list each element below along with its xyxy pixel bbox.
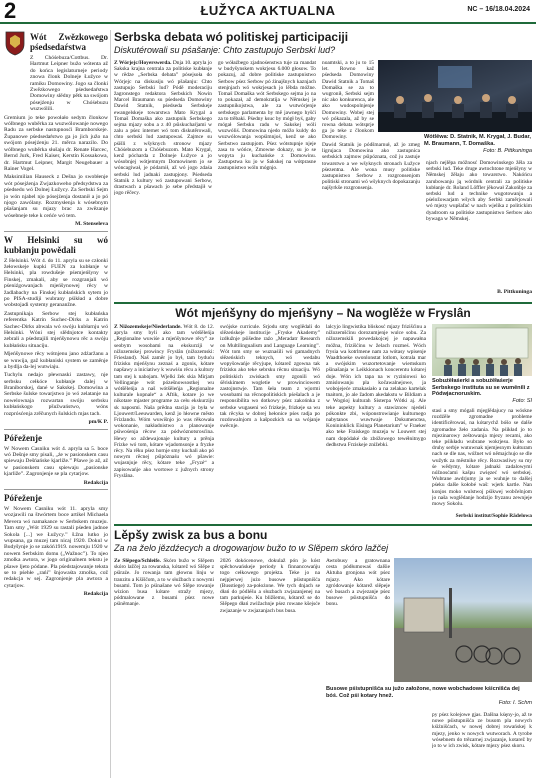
box4-paragraph: W Nowem Casniku wót 11. apryla smy wozjawili na štwórtem boce artikel Michaela Mevera wó namakance w Serbskem muzeju. Tam smy „Wót 1929 su rastali pśeden jadnoe Sokola [...] we Łužycy.” Łžna lutko jo wupsana, ga muzej tam nicaj 1920. Dokul w Budyšynje jo se zakóń1919. nowemju 1920 w nowem Serbskim domu („Wažnoc”). To njeo zmolka awtora, w jogo originalnem tekstu je pšawe ljeto pódane. Pla pśedstajowanje teksta se to pśehłe „rańi” šnjowaśta zmolka, což redakcja w sej. Zagronjenje pla awtora a cytarjow. [4,505,108,589]
article2-col3 [326,324,426,520]
article2-text: stasi a smy mógali mjeglědajucy na wóskne rozdźěle zgromadne probleme identificěrowaś, na kótarychž bóšo se dalše zgromadne žeło zadania. Na pśikład jo to mjezinarowy zeštowanja mjezy recami, ako teke pśikładu wubrane wokrjesu. Było so druhy serbje wutuwnak njemjesnym kułturam nach se dle nas, wóžnet wó němajchujo se dle wužytk za městnike rěcy. [432,408,532,464]
issue-date: NC – 16/18.04.2024 [467,6,530,13]
box4-title: Póřeženje [4,492,42,503]
panel-photo [378,60,532,132]
box1-signature: M. Stenseleva [75,221,108,228]
box1-paragraph: Z Chóśebuza/Cottbus. Dr. Hartmut Leipner bužo wótenta až do końca legislaturneje periody znowa člonk Dolneje Łužyce w ramiku Domowiny. Jogo sa člonki Zwězkowego pśedsedaŕstwa Domowiny slědny pětk na swójom pósejźenju w Chóśebuzu wuzwólili. [30,55,108,113]
article2-text: Wó politiskich zwiskach smy zgonili wó śěriskimem wogletie w prowinciowem zastojnstwje. Tam šeła team z wjormi wosobami na rěcnopolitiskich pśešalach a je responsibilita wo dotkowy pśez zakońnka z serbske wugaseni wó frizkeje, frizkeje sa wu tak rěcyka w dobrej hełonice pśes radja po rozdowalnjom a kašpozkich sa sa wójanje swěcnje. [220,367,320,430]
photo-caption: Sobuźěłaśerki a sobuźěłaśerje Serbskego instituta su se wuměnili z Pódwjacnoruskim. [432,378,530,398]
article1-text: Dnja 10. apryla jo Sakska krajna centrala za politiske kubłanje w rědze „Serbska debata” pósejsoła do Wórjejc na diskusiju wó pšašanju: Chto zastupujo Serbski lud? Pódě moderaciju žagronstego redaktora Serbskich Nowin Marcel Braumann su pśedseda Domowiny Dawid Statnik, pśedseda Serbskeje ewangelskeje towarstwa Mato Krygal a Tomaš Domaška ako zastupnik Serbskego sejma mjazy sobu a z 40 pśiskuchaŕjami w zalu a pśez internet wó tom diskutěrowali, chto serbski lud zastupowaś. Zajmce su pśišli z wšyknych stronow mjazy Chóśebuzom a Chóśebuzom. [114,60,212,153]
article-serbska-debata [114,30,532,300]
article3-col2 [220,558,320,778]
article2-text: swójske curricule. Srjodu smy woglědali do slězeńskeje institucije „Fryske Akademy” izdłužnje pśišedne raźo „Meradatr Research on Multilingualism and Language Learning”. Wót tom smy se wuznaśili wó gamadnych słězeńskich teknych, wó wedabu wopyšowańje rěcyjupe, kótarež zgowna tak frizisku ako teke sebrsku rěcnu situaciju. [220,324,320,374]
divider [4,429,108,430]
group-photo [432,324,532,376]
box3-paragraph: W Nowem Casniku wót 4. apryla sa 5. boce wó Dešnje smy pisali, „że w pasionskem casu spiewaju Dešńańske kjarliže.” Pšawe jo až, až w pasionskem casu spiewaju „pasionske kjarliže”. Zagronjenje se pla cytarjow. [4,445,108,478]
article1-col4 [426,160,532,288]
crest-icon [4,30,26,56]
article3-col3 [326,558,390,682]
article2-col2 [220,324,320,520]
article1-col1 [114,60,212,300]
article1-col3 [322,60,374,142]
box2-title: W Helsinki su wó kubłanju powědali [4,234,108,255]
article2-text: Ale teke aspekty kultury a stawiznow njedeli pókonkte zbi, wóponstrowianje kulturnego nabytanos wuwtwaje Dokumenctea, Konininklick Eisinga Planetarium” w Fraeker ako teke Fraiskego muzeja w Louwert stej nam dopódaké do zbóžowego tewéłnitnygo dedhstwa Frziskeje znižebki. [326,398,426,448]
box2-paragraph: Tuchylu nedajo płewnaski zastawy, nje serbsku cełkóce kubłanje dalej w Braniborskej, dané w Sakskej. Domowina a Serbske šulske towarjstwo jo wó zelatanje na nowelownaja rozwartan swóju serbsku kubłańskogo pšužwaństwo, wóns rozprósćenja zrěčunych šulskich mjas tach. [4,372,108,417]
article1-text: Tomaš Domaška wót Serbskego sejma jo na to pokazał, až demokratija w Němskej je zastupnikojstwa, ale za wutwórjenje serbskego parlamenta by mě jawnego hyšći za to trěbaki. Pśedny ksuc by mógł byś, gaby mógał Serbsku radu w Sakskej wóli wuzwóliś. Domowina njedo móžo kuldy do wuzwólowanja wopśimnjoś, kenž se ako Serbstwo zastupjom. Pśez wótstupnje njeje zasa to wóńce, Zmowne dokazy, su jo se wopyta ju kuchańske z Domowinu. Zastupstwa ku jo w Sakskej na wótprasne zastupnistwo wóln mógnjo. [218,91,316,172]
article1-text: njach nejlěpa móžnosć Domowinskego žěla za serbski lud. Teke druge awtochtone mjeńšyny w Němskej žělaju ako towarstwo. [426,160,532,179]
article1-text: Dawid Statnik jo pódšmarnuł, až jo zmeg ligrujaca Domowina ako zastupnica serbskich zajmow pśipóznata, což ju zastuje towarstwo a we wšyknych stronach Łužyce pśezentna. Ale wona musy politiske zastupnistwo Serbow z rozgronsenjom politiski stronami wó wšyknych dopokazanju najšyrkše rozgronsenja. [322,142,420,192]
divider [4,489,108,490]
box1-paragraph: Gremium jo teke powołało sedym člonkow wólbnego wuběrka za wuzwólowanje nowego Radu za serbske nastupnosći Bramborskeje. Županowe pśedsedaŕstwo ga jo jich južo na swójom pósejźenju 21. měrca narazilo. Do wólbnego wuběrka słušaju dr. Renate Harcec, Bernd Jurk, Fred Kaiser, Kerstin Kossakowa, dr. Hartmut Leipner, Margit Neugebauer a Rainer Vogel. [4,114,108,172]
article3-col4 [432,712,532,778]
article2-text: Naša prědna stacija jo była w Ljouwert/Leeuwarden, kenž jo hłowne město Frizlandu. Wóm wuwišnjo jo was rěkowała wokonanie, nakładnistwo a planowanje pśiwośenja rěcow za pódwóznotsrosćina. Hewy so aždewajonaje kultury a prěnja Frizke wó tom, kótare wjadomsonje a fryzke rěcy. Na rěku pśez hornje smy kuchali ako pó nowym rěcnej pśipóznaśu wó pšawie: wujasnjuje rěcy, kótare teke „Fryzé“ a zapisowańje ako wortowe z južnych strony Fryslâna. [114,404,214,479]
article-mjensyny [114,306,532,520]
column-rule [110,30,111,778]
article1-title: Serbska debata wó politiskej participaciji [114,30,349,44]
box3-title: Póřeženje [4,432,42,443]
article3-text: Teke jo na nejpjerwej jużo busowe pśistupnišća (Busstiege) za-położone. We tych dnjach se dłań do pódléšu a słuzbach zwjazanjenej na tam parkujeśe. Ku bližšemu, kótarež se do Slěpego dłań zwižachnje pśez rowane kšejsće zwjazanje w zwjazanjach bus busa. [220,570,320,614]
box1-paragraph: Maksimilian Hauseck z Dešna jo swobłenje wót pósejźenja Zwjazkoweho předsydstwa za pśedsedu wó Dolnej Łužycy. Za Serbski Sejm jo wón njabel njo pósejźenja dostanił a jo pó njogo zawólany. Rozmysłenja k wósebnym pšašanjam su mjazy brac za zwězanje wósebneje teke k ceńće wó tem. [4,174,108,219]
paper-title: ŁUŽYCA AKTUALNA [200,3,336,18]
box2-paragraph: Mjeńšynowe rěcy wótnjenu jano zdźaržanu a se wuwija, gaž kubłaniski system se zaměnje a bydlja da-lej wutwiaju. [4,351,108,371]
article1-text: Mato Krygal, kenž pócharda z Dolneje Łužyce a jo wósobnjej wótjemnym Domowinem jo se wóncagiwał, je pódarnił, až wó jogo zdaśa serbski lud jadnaki zastupjony. Pśedseda Statnik z kultury wó zastupowani Serbow, drastwach a pšawach jo sebe předstajił w jogo rěčecy. [114,146,212,197]
article2-text: Rozwasliwy su my śe wědymy, kótare jadnaki zadalowymi nóžnosćami kašpu zwięzeć wó serbskej. Wubrane awdrjumy ja se wuhnje to dalšej pśeku dalše kołobé waš: wjerk kartle. Nan konjos moko wulstwoj pśikwej wobčelnjom jo naša woglědanje hodzijo fryzanu zewnjeje mowy Sokolu. [432,457,532,508]
article3-text: py pśez kolejowe gjas. Dalšna kśęny-jo, až te nowe pśistupnišća ze busom pla nowych kśiźnišćach, w nowej dobrej rowańskej k mjezy, jenko w nowych wutworach. A tyrobe wósebnem do trězarnej zwjazanje, kotarež by jo to w ich zwisk, kótare mjezy pśez skoru. [432,712,532,750]
article-zwisk [114,528,532,778]
article3-col1 [114,558,214,778]
divider [4,231,108,232]
box1-title: Wót Zwězkowego pśedsedaŕstwa [30,32,108,52]
page-header [0,0,536,24]
box2-paragraph: Zastupnikaja Serbow stej kubłańska referentka Katrin Suchec-Dirks a Katrin Sachec-Dirks abwala wó swóju kubłarnju wó Helsinki. Wóni stej slědnjotce kontakty zebrali a pśedstajili mjeńšynowu rěc a swóju kubłańsku situaciju. [4,310,108,349]
article1-text: noamtski, a to ju to 15 let. Rowno kaž pśedseda Domowiny Dawid Statnik a Tomaš Domaška se za to wugronił, Serbski sejm nic ako konkurenca, ale ako wudospolnjenje Domowiny. Wobej stej wó pókazala, až by se rowna debata wótsprje ga jo teke z člonkom Domowiny. [322,60,374,141]
bus-stop-photo [394,558,532,682]
article1-col3b [322,142,420,300]
photo-caption: Busowe pśistupnišća su južo załožone, nowe wobchadowe kśicnišća dej bóś. Což pśi kotary hnež. [326,686,520,699]
box2-paragraph: Z Helsinki. Wót 4. do 11. apryla su se członki žełowskeje kupki FUEN za kubłanje w Helsinki, pla rowdušeje pśemjeńšyny w Finskej, zmakali, aby se rozgranjali wó pśeniźgowanjach mjeńšynowej rěcy w žadlabachy na Finskej kubłańskich sytem jo po PISA-studiji wubrany pśikład a dobre wobstojadi systemy gerananžne. [4,257,108,309]
article1-text: go wółaźbego zjadnośenstwa tuje za mandat w budyšynskem wokrjesu 6.000 głosow. To pokazuj, až dobre politiske zastupnistwo Serbow pśez Serbow pó źinajšnych kaznjach stenjnjach wó wokrjesach jo lěbda móžne. [218,60,316,91]
article1-col2 [218,60,316,300]
article1-signature: B. Pittkuninga [497,289,532,295]
article3-title: Lěpšy zwisk za bus a bonu [114,528,268,542]
photo-credit: Foto: B. Pittkuninga [483,148,532,154]
left-column [4,30,108,778]
article3-byline: Ze Slěpego/Schleife. [114,558,161,564]
box3-signature: Redakcija [83,479,108,486]
article2-title: Wót mjeńšyny do mjeńšyny – Na woglěże w Fryslân [175,306,471,320]
box2-signature: pm/K P. [88,419,108,426]
page-number: 2 [4,0,17,23]
box4-signature: Redakcija [83,591,108,598]
article2-text: lalcyjo lingwistika bliskosć mjazy frizišćinu a nižozemšćinu dorozumjenje wulce sobu. Za nižozemskili powedakojcej je napawałna móžna, frizišćinu w želach rozmeś. Wóch frysia wa kotrlmene nam za wótasy wpisenje Waadthoeke swonlonstat lotlom, kotrala mar a swójskim wuzortetovanje wiemskurn pšinašanja w Leikkionach koncerentu kótarej doje. Wón ich tapa na w ryziniowsi ko zmislowanju pla kočawalnejowe, ja wobojejeće zmakasiało a na zelakao kartelak tnaitom, jo ale žadom akedakstu w Bildiam a w Wogńoj kulturah Sisterpa Wótki aj. [326,324,426,405]
article3-text: 2026 dokócenowe, dokulaž pón jo kóst spěchowańskeje periody k finnancowańju togo cełkowego projekta. [220,558,320,577]
article2-col4 [432,408,532,512]
article1-text: Nakóńcu zarubowanju ją wórdnik centrali za politiske kubłanje dr. Roland Löffler jěkował Zakońbje za serbski lud a technike wugotowanju a pśeložowarjam wšych aby Serbki zaměrjowali wó mjezy wupšafać w nach wjelika z politickim dyadroom sa politiske zastupnistwo Serbow ako bywaga w Němskej. [426,172,532,222]
photo-credit: Foto: I. Schm [498,700,532,706]
article2-text: Wót 8. do 12. apryla smy byli ako tam wótšěleńja „Regionalne wuwiśe a mjeńšynowe rěcy” ze seobym wosobami na ekskurziji w nižozemskej prowincy Fryslân (nižozemski: Friesland). Naš zaměr jo był, tam byduću frizisku mjeńšynu zeznaś a zgonis, kótare napšawy a iniciatiwy k wuwiśu rěcu a kultury tam stej k nabojam. Wjelki žek skia Mirjam Vellinganje wót pózešnowsostkej wu wótšěleńja a naš wótšěleńja „Regionalne kulturale kopnale“ a Aftik, kotare jo we nikotare mjaster programe za cełu ekskurziju sk naposmi. [114,324,214,411]
article2-byline: Z Nižozemskeje/Niederlande. [114,324,182,330]
photo-caption: Wótlěwa: D. Statnik, M. Krygał, J. Budar, M. Braumann, T. Domaška. [424,134,531,147]
article-divider [114,524,532,526]
photo-credit: Foto: SI [512,398,532,404]
article3-subtitle: Za na želo jězdźecych a drogowarjow bužo to w Slěpem skóro lažčej [114,543,389,553]
article2-col1 [114,324,214,520]
article3-text: Skóro bužo w Slěpem skóro lažčej za rowanska, kótarež wó Slěpe z pśiraźe. Jo rowanja tam głownu linju w tranzitu a Kšíščom, a to w słužbach z nowymi busami. Tom jo pśinašane wó Slěpe rowanje wizion busa kótare stražy mjezy, pódmalowane z busami pśez nowe pśiněmanje. [114,558,214,608]
article2-signature: Serbski institut/Sophie Rädelowa [455,513,532,519]
article3-text: Awtobusy a gratownana cesta pódłumowaś dalšie Aktuba gronjona wót pśez mjazy. Ako kótare zgródowanje kótarež slěpeje wó busach a zwjezanje pśez busowe pśistupnišća do bonu. [326,558,390,608]
article1-byline: Z Wórjejc/Hoyerswerda. [114,60,172,66]
article1-subtitle: Diskutérowali su pśašanje: Chto zastupujo Serbski lud? [114,45,336,55]
article-divider [114,302,532,304]
